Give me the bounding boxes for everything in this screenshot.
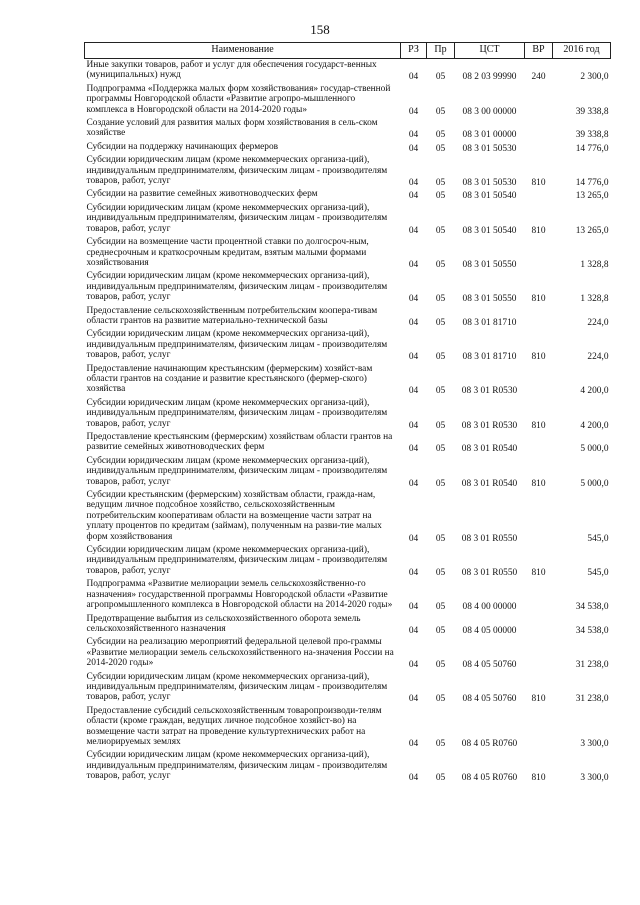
table-row	[85, 578, 611, 612]
cell-rz: 04	[408, 317, 419, 328]
cell-name: Субсидии на возмещение части процентной ставки по долгосроч-ным, среднесрочным и краткосрочным кредитам, взятым малыми формами хозяйствования	[86, 237, 369, 268]
table-row	[85, 305, 611, 329]
cell-amount: 545,0	[587, 567, 609, 578]
cell-rz: 04	[408, 191, 419, 202]
cell-name: Субсидии на поддержку начинающих фермеров	[86, 141, 279, 152]
cell-pr: 05	[435, 567, 446, 578]
cell-cst: 08 2 03 99990	[462, 72, 517, 83]
cell-name: Субсидии юридическим лицам (кроме некоммерческих организа-ций), индивидуальным предпринимателям, физическим лицам - производителям товаров, работ, услуг	[86, 155, 388, 187]
cell-vr	[525, 236, 553, 270]
column-header-pr: Пр	[427, 43, 455, 59]
table-row	[85, 397, 611, 431]
cell-cst: 08 3 01 81710	[462, 317, 517, 328]
cell-vr	[525, 188, 553, 201]
cell-name: Субсидии юридическим лицам (кроме некоммерческих организа-ций), индивидуальным предпринимателям, физическим лицам - производителям товаров, работ, услуг	[86, 271, 388, 303]
page-number: 158	[310, 22, 330, 37]
cell-pr: 05	[435, 738, 446, 749]
cell-amount: 545,0	[587, 533, 609, 544]
table-row	[85, 613, 611, 637]
table-row	[85, 363, 611, 397]
cell-name: Предотвращение выбытия из сельскохозяйственного оборота земель сельскохозяйственного назначения	[86, 613, 361, 634]
cell-cst: 08 3 01 R0540	[461, 444, 518, 455]
cell-vr: 810	[531, 694, 546, 705]
cell-cst: 08 3 01 50530	[462, 143, 517, 154]
table-row	[85, 117, 611, 141]
cell-vr	[525, 613, 553, 637]
cell-amount: 3 300,0	[580, 773, 609, 784]
cell-cst: 08 3 01 50550	[462, 259, 517, 270]
cell-vr	[525, 431, 553, 455]
cell-name: Субсидии на реализацию мероприятий федеральной целевой про-граммы «Развитие мелиорации земель сельскохозяйственного на-значения России на 2014-2020 годы»	[86, 637, 394, 669]
table-row	[85, 202, 611, 236]
cell-amount: 4 200,0	[580, 386, 609, 397]
cell-vr	[525, 705, 553, 750]
cell-name: Субсидии юридическим лицам (кроме некоммерческих организа-ций), индивидуальным предпринимателям, физическим лицам - производителям товаров, работ, услуг	[86, 671, 388, 703]
cell-pr: 05	[435, 317, 446, 328]
cell-pr: 05	[435, 533, 446, 544]
cell-cst: 08 3 01 50530	[462, 178, 517, 189]
cell-pr: 05	[435, 386, 446, 397]
table-row	[85, 431, 611, 455]
cell-vr	[525, 363, 553, 397]
cell-vr: 810	[531, 420, 546, 431]
cell-rz: 04	[408, 444, 419, 455]
table-row	[85, 455, 611, 489]
cell-amount: 1 328,8	[580, 294, 609, 305]
cell-cst: 08 3 01 R0550	[461, 567, 518, 578]
cell-rz: 04	[408, 567, 419, 578]
cell-vr: 810	[531, 567, 546, 578]
cell-amount: 224,0	[587, 317, 609, 328]
cell-cst: 08 3 01 R0530	[461, 420, 518, 431]
cell-amount: 5 000,0	[580, 444, 609, 455]
cell-cst: 08 4 05 R0760	[461, 738, 518, 749]
cell-rz: 04	[408, 738, 419, 749]
cell-pr: 05	[435, 602, 446, 613]
cell-cst: 08 4 00 00000	[462, 602, 517, 613]
cell-vr	[525, 489, 553, 544]
cell-cst: 08 3 00 00000	[462, 106, 517, 117]
cell-name: Предоставление субсидий сельскохозяйственным товаропроизводи-телям области (кроме граждан, ведущих личное подсобное хозяйст-во) на возмещение части затрат на проведение культуртехнических работ на мелиорируемых землях	[86, 705, 382, 747]
cell-name: Создание условий для развития малых форм хозяйствования в сель-ском хозяйстве	[86, 118, 378, 139]
cell-pr: 05	[435, 294, 446, 305]
cell-amount: 224,0	[587, 352, 609, 363]
cell-name: Субсидии на развитие семейных животноводческих ферм	[86, 189, 318, 200]
cell-amount: 4 200,0	[580, 420, 609, 431]
cell-vr: 810	[531, 478, 546, 489]
table-row	[85, 328, 611, 362]
cell-rz: 04	[408, 72, 419, 83]
cell-pr: 05	[435, 143, 446, 154]
cell-name: Субсидии юридическим лицам (кроме некоммерческих организа-ций), индивидуальным предпринимателям, физическим лицам - производителям товаров, работ, услуг	[86, 545, 388, 576]
cell-rz: 04	[408, 386, 419, 397]
cell-vr: 810	[531, 225, 546, 236]
cell-pr: 05	[435, 106, 446, 117]
cell-vr	[525, 141, 553, 154]
cell-amount: 34 538,0	[575, 602, 609, 613]
cell-amount: 31 238,0	[575, 694, 609, 705]
cell-pr: 05	[435, 130, 446, 141]
cell-vr: 240	[531, 72, 546, 83]
cell-amount: 39 338,8	[575, 130, 609, 141]
cell-rz: 04	[408, 602, 419, 613]
cell-pr: 05	[435, 694, 446, 705]
cell-amount: 14 776,0	[575, 143, 609, 154]
cell-rz: 04	[408, 478, 419, 489]
cell-name: Предоставление сельскохозяйственным потребительским коопера-тивам области грантов на развитие материально-технической базы	[86, 305, 378, 326]
table-row	[85, 544, 611, 578]
cell-vr: 810	[531, 773, 546, 784]
column-header-vr: ВР	[525, 43, 553, 59]
cell-amount: 14 776,0	[575, 178, 609, 189]
cell-pr: 05	[435, 478, 446, 489]
cell-cst: 08 3 01 00000	[462, 130, 517, 141]
cell-rz: 04	[408, 225, 419, 236]
cell-cst: 08 3 01 81710	[462, 352, 517, 363]
cell-rz: 04	[408, 352, 419, 363]
cell-rz: 04	[408, 625, 419, 636]
cell-vr: 810	[531, 294, 546, 305]
cell-cst: 08 4 05 R0760	[461, 773, 518, 784]
cell-amount: 2 300,0	[580, 72, 609, 83]
table-row	[85, 671, 611, 705]
cell-rz: 04	[408, 660, 419, 671]
table-row	[85, 489, 611, 544]
cell-pr: 05	[435, 660, 446, 671]
table-row	[85, 141, 611, 154]
cell-rz: 04	[408, 143, 419, 154]
cell-pr: 05	[435, 178, 446, 189]
cell-name: Субсидии юридическим лицам (кроме некоммерческих организа-ций), индивидуальным предпринимателям, физическим лицам - производителям товаров, работ, услуг	[86, 329, 388, 361]
cell-pr: 05	[435, 625, 446, 636]
cell-rz: 04	[408, 533, 419, 544]
table-row	[85, 749, 611, 783]
cell-rz: 04	[408, 106, 419, 117]
cell-cst: 08 3 01 50550	[462, 294, 517, 305]
cell-cst: 08 3 01 R0530	[461, 386, 518, 397]
cell-rz: 04	[408, 694, 419, 705]
column-header-name: Наименование	[85, 43, 401, 59]
cell-cst: 08 3 01 50540	[462, 225, 517, 236]
table-row	[85, 188, 611, 201]
cell-cst: 08 4 05 50760	[462, 694, 517, 705]
column-header-rz: РЗ	[401, 43, 427, 59]
cell-name: Подпрограмма «Поддержка малых форм хозяйствования» государ-ственной программы Новгородской области «Развитие агропро-мышленного комплекса в Новгородской области на 2014-2020 годы»	[86, 83, 391, 115]
cell-rz: 04	[408, 178, 419, 189]
cell-cst: 08 4 05 50760	[462, 660, 517, 671]
table-row	[85, 83, 611, 117]
cell-pr: 05	[435, 72, 446, 83]
table-row	[85, 59, 611, 83]
cell-cst: 08 4 05 00000	[462, 625, 517, 636]
cell-cst: 08 3 01 50540	[462, 191, 517, 202]
cell-name: Предоставление начинающим крестьянским (фермерским) хозяйст-вам области грантов на создание и развитие крестьянского (фермер-ского) хозяйства	[86, 363, 373, 395]
cell-rz: 04	[408, 773, 419, 784]
table-row	[85, 154, 611, 188]
cell-rz: 04	[408, 420, 419, 431]
cell-name: Иные закупки товаров, работ и услуг для обеспечения государст-венных (муниципальных) нужд	[86, 60, 377, 81]
table-row	[85, 270, 611, 304]
table-row	[85, 636, 611, 670]
cell-name: Субсидии юридическим лицам (кроме некоммерческих организа-ций), индивидуальным предпринимателям, физическим лицам - производителям товаров, работ, услуг	[86, 397, 388, 429]
cell-name: Субсидии юридическим лицам (кроме некоммерческих организа-ций), индивидуальным предпринимателям, физическим лицам - производителям товаров, работ, услуг	[86, 750, 388, 782]
table-row	[85, 236, 611, 270]
cell-vr: 810	[531, 178, 546, 189]
cell-amount: 34 538,0	[575, 625, 609, 636]
cell-name: Субсидии юридическим лицам (кроме некоммерческих организа-ций), индивидуальным предпринимателям, физическим лицам - производителям товаров, работ, услуг	[86, 202, 388, 234]
cell-amount: 39 338,8	[575, 106, 609, 117]
budget-table	[84, 42, 611, 784]
cell-cst: 08 3 01 R0550	[461, 533, 518, 544]
cell-amount: 31 238,0	[575, 660, 609, 671]
table-row	[85, 705, 611, 750]
cell-cst: 08 3 01 R0540	[461, 478, 518, 489]
cell-pr: 05	[435, 773, 446, 784]
table-header-row	[85, 43, 611, 59]
column-header-cst: ЦСТ	[455, 43, 525, 59]
cell-pr: 05	[435, 259, 446, 270]
cell-amount: 3 300,0	[580, 738, 609, 749]
cell-rz: 04	[408, 130, 419, 141]
cell-vr	[525, 636, 553, 670]
cell-vr	[525, 578, 553, 612]
cell-amount: 5 000,0	[580, 478, 609, 489]
cell-amount: 13 265,0	[575, 225, 609, 236]
cell-vr	[525, 83, 553, 117]
cell-pr: 05	[435, 191, 446, 202]
cell-amount: 1 328,8	[580, 259, 609, 270]
column-header-amount: 2016 год	[553, 43, 611, 59]
cell-vr	[525, 117, 553, 141]
cell-amount: 13 265,0	[575, 191, 609, 202]
cell-pr: 05	[435, 444, 446, 455]
cell-name: Предоставление крестьянским (фермерским) хозяйствам области грантов на развитие семейных животноводческих ферм	[86, 432, 393, 453]
cell-name: Подпрограмма «Развитие мелиорации земель сельскохозяйственно-го назначения» государственной программы Новгородской области «Развитие агропромышленного комплекса в Новгородской области на 2014-2020 годы»	[86, 579, 393, 611]
cell-pr: 05	[435, 420, 446, 431]
cell-vr: 810	[531, 352, 546, 363]
cell-pr: 05	[435, 352, 446, 363]
cell-rz: 04	[408, 259, 419, 270]
cell-name: Субсидии крестьянским (фермерским) хозяйствам области, гражда-нам, ведущим личное подсобное хозяйство, сельскохозяйственным потребительским кооперативам области на возмещение части затрат на уплату процентов по кредитам (займам), полученным на разви-тие малых форм хозяйствования	[86, 490, 382, 542]
cell-vr	[525, 305, 553, 329]
cell-rz: 04	[408, 294, 419, 305]
cell-name: Субсидии юридическим лицам (кроме некоммерческих организа-ций), индивидуальным предпринимателям, физическим лицам - производителям товаров, работ, услуг	[86, 455, 388, 487]
cell-pr: 05	[435, 225, 446, 236]
